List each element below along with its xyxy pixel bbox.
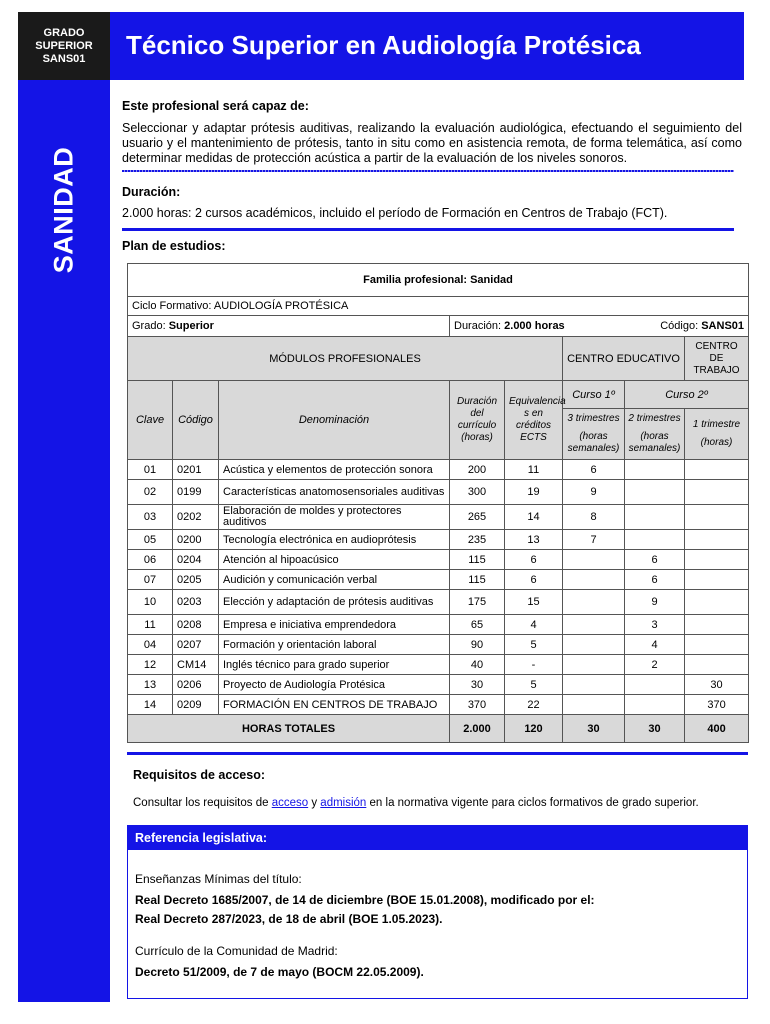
module-curso1	[563, 675, 625, 695]
col-duracion: Duración del currículo (horas)	[450, 381, 505, 460]
module-curso1: 7	[563, 530, 625, 550]
module-centro-trabajo	[685, 655, 749, 675]
module-clave: 10	[128, 590, 173, 615]
module-centro-trabajo	[685, 530, 749, 550]
module-centro-trabajo: 370	[685, 695, 749, 715]
module-duracion: 115	[450, 570, 505, 590]
module-ects: 13	[505, 530, 563, 550]
grado-cell: Grado: Superior	[128, 316, 450, 337]
module-clave: 01	[128, 460, 173, 480]
module-centro-trabajo	[685, 505, 749, 530]
legislation-heading: Referencia legislativa:	[128, 826, 747, 850]
requirements-text: Consultar los requisitos de acceso y admisión en la normativa vigente para ciclos formativos de grado superior.	[133, 797, 699, 809]
curriculo-label: Currículo de la Comunidad de Madrid:	[135, 944, 338, 958]
module-row	[128, 675, 749, 695]
module-clave: 03	[128, 505, 173, 530]
module-row	[128, 550, 749, 570]
module-clave: 12	[128, 655, 173, 675]
totals-curso2: 30	[625, 715, 685, 743]
module-duracion: 235	[450, 530, 505, 550]
module-curso2	[625, 695, 685, 715]
module-ects: -	[505, 655, 563, 675]
module-codigo: 0199	[173, 480, 219, 505]
curso1-header: Curso 1º	[563, 381, 625, 409]
module-curso2	[625, 505, 685, 530]
module-ects: 6	[505, 550, 563, 570]
module-curso1: 6	[563, 460, 625, 480]
ensenanzas-label: Enseñanzas Mínimas del título:	[135, 872, 302, 886]
totals-label: HORAS TOTALES	[128, 715, 450, 743]
totals-centro-trabajo: 400	[685, 715, 749, 743]
module-centro-trabajo	[685, 550, 749, 570]
module-denominacion: Audición y comunicación verbal	[219, 570, 450, 590]
centro-trabajo-header: CENTRO DE TRABAJO	[685, 337, 749, 381]
divider	[122, 170, 734, 172]
module-duracion: 200	[450, 460, 505, 480]
module-clave: 11	[128, 615, 173, 635]
admision-link[interactable]: admisión	[320, 797, 367, 809]
module-curso2: 6	[625, 550, 685, 570]
requirements-heading: Requisitos de acceso:	[133, 768, 265, 782]
module-row	[128, 570, 749, 590]
module-codigo: 0201	[173, 460, 219, 480]
module-duracion: 40	[450, 655, 505, 675]
module-ects: 15	[505, 590, 563, 615]
module-row	[128, 480, 749, 505]
module-centro-trabajo	[685, 590, 749, 615]
module-centro-trabajo	[685, 635, 749, 655]
module-duracion: 90	[450, 635, 505, 655]
module-curso1	[563, 695, 625, 715]
module-codigo: 0200	[173, 530, 219, 550]
col-ects: Equivalencia s en créditos ECTS	[505, 381, 563, 460]
module-clave: 02	[128, 480, 173, 505]
module-codigo: 0202	[173, 505, 219, 530]
module-ects: 19	[505, 480, 563, 505]
module-row	[128, 695, 749, 715]
module-denominacion: Características anatomosensoriales auditivas	[219, 480, 450, 505]
centro-trabajo-trimestre: 1 trimestre (horas)	[685, 409, 749, 460]
totals-row	[128, 715, 749, 743]
duration-heading: Duración:	[122, 185, 181, 199]
module-centro-trabajo	[685, 460, 749, 480]
module-ects: 5	[505, 635, 563, 655]
module-curso1	[563, 570, 625, 590]
module-row	[128, 590, 749, 615]
real-decreto-1: Real Decreto 1685/2007, de 14 de diciembre (BOE 15.01.2008), modificado por el:	[135, 893, 595, 907]
duracion-cell: Duración: 2.000 horas	[450, 316, 625, 337]
module-row	[128, 655, 749, 675]
module-curso1	[563, 590, 625, 615]
module-duracion: 115	[450, 550, 505, 570]
module-row	[128, 615, 749, 635]
acceso-link[interactable]: acceso	[271, 797, 309, 809]
module-duracion: 370	[450, 695, 505, 715]
totals-curso1: 30	[563, 715, 625, 743]
module-curso1	[563, 635, 625, 655]
modulos-header: MÓDULOS PROFESIONALES	[128, 337, 563, 381]
module-codigo: 0209	[173, 695, 219, 715]
module-codigo: 0204	[173, 550, 219, 570]
totals-duracion: 2.000	[450, 715, 505, 743]
duration-text: 2.000 horas: 2 cursos académicos, incluido el período de Formación en Centros de Trabajo (FCT).	[122, 206, 668, 220]
module-row	[128, 505, 749, 530]
module-denominacion: Proyecto de Audiología Protésica	[219, 675, 450, 695]
module-ects: 5	[505, 675, 563, 695]
module-centro-trabajo	[685, 570, 749, 590]
module-denominacion: Formación y orientación laboral	[219, 635, 450, 655]
curso2-trimestres: 2 trimestres (horas semanales)	[625, 409, 685, 460]
module-denominacion: Empresa e iniciativa emprendedora	[219, 615, 450, 635]
module-duracion: 65	[450, 615, 505, 635]
badge-line-2: SUPERIOR	[35, 39, 93, 52]
module-codigo: 0208	[173, 615, 219, 635]
module-ects: 6	[505, 570, 563, 590]
curso2-header: Curso 2º	[625, 381, 749, 409]
module-duracion: 30	[450, 675, 505, 695]
divider	[127, 752, 748, 755]
module-ects: 11	[505, 460, 563, 480]
profile-heading: Este profesional será capaz de:	[122, 99, 309, 113]
module-centro-trabajo	[685, 480, 749, 505]
divider	[122, 228, 734, 231]
module-ects: 22	[505, 695, 563, 715]
module-denominacion: FORMACIÓN EN CENTROS DE TRABAJO	[219, 695, 450, 715]
module-ects: 4	[505, 615, 563, 635]
badge-line-3: SANS01	[42, 52, 86, 65]
module-codigo: 0205	[173, 570, 219, 590]
centro-educativo-header: CENTRO EDUCATIVO	[563, 337, 685, 381]
module-duracion: 300	[450, 480, 505, 505]
curso1-trimestres: 3 trimestres (horas semanales)	[563, 409, 625, 460]
col-denominacion: Denominación	[219, 381, 450, 460]
module-denominacion: Atención al hipoacúsico	[219, 550, 450, 570]
module-clave: 07	[128, 570, 173, 590]
familia-row: Familia profesional: Sanidad	[128, 264, 749, 297]
module-row	[128, 530, 749, 550]
module-denominacion: Elección y adaptación de prótesis auditivas	[219, 590, 450, 615]
page-title: Técnico Superior en Audiología Protésica	[126, 30, 641, 60]
title-bar	[110, 12, 744, 80]
module-denominacion: Elaboración de moldes y protectores auditivos	[219, 505, 450, 530]
module-curso2: 4	[625, 635, 685, 655]
real-decreto-2: Real Decreto 287/2023, de 18 de abril (BOE 1.05.2023).	[135, 912, 443, 926]
module-duracion: 265	[450, 505, 505, 530]
module-clave: 04	[128, 635, 173, 655]
module-clave: 13	[128, 675, 173, 695]
module-curso2	[625, 675, 685, 695]
module-curso2: 3	[625, 615, 685, 635]
module-curso1	[563, 615, 625, 635]
module-codigo: CM14	[173, 655, 219, 675]
module-ects: 14	[505, 505, 563, 530]
col-codigo: Código	[173, 381, 219, 460]
module-codigo: 0207	[173, 635, 219, 655]
side-label	[20, 146, 108, 274]
module-centro-trabajo: 30	[685, 675, 749, 695]
module-curso2	[625, 460, 685, 480]
profile-text: Seleccionar y adaptar prótesis auditivas, realizando la evaluación audiológica, efectuando el seguimiento del usuario y el mantenimiento de prótesis, tanto in situ como en asistencia remota, de forma telemática, así como determinar medidas de protección acústica a partir de la evaluación de los niveles sonoros.	[122, 121, 742, 165]
module-curso1	[563, 550, 625, 570]
study-plan-table	[127, 263, 749, 743]
module-duracion: 175	[450, 590, 505, 615]
module-curso2	[625, 530, 685, 550]
module-curso1: 8	[563, 505, 625, 530]
decreto-madrid: Decreto 51/2009, de 7 de mayo (BOCM 22.05.2009).	[135, 965, 424, 979]
module-curso1	[563, 655, 625, 675]
col-clave: Clave	[128, 381, 173, 460]
grade-badge	[18, 12, 110, 80]
module-curso2: 6	[625, 570, 685, 590]
module-clave: 14	[128, 695, 173, 715]
module-codigo: 0206	[173, 675, 219, 695]
module-denominacion: Tecnología electrónica en audioprótesis	[219, 530, 450, 550]
ciclo-row: Ciclo Formativo: AUDIOLOGÍA PROTÉSICA	[128, 297, 749, 316]
module-curso1: 9	[563, 480, 625, 505]
module-denominacion: Acústica y elementos de protección sonora	[219, 460, 450, 480]
plan-heading: Plan de estudios:	[122, 239, 226, 253]
module-curso2: 2	[625, 655, 685, 675]
module-denominacion: Inglés técnico para grado superior	[219, 655, 450, 675]
badge-line-1: GRADO	[43, 26, 85, 39]
module-row	[128, 460, 749, 480]
module-curso2	[625, 480, 685, 505]
module-centro-trabajo	[685, 615, 749, 635]
module-clave: 05	[128, 530, 173, 550]
side-label-text: SANIDAD	[48, 146, 79, 274]
module-row	[128, 635, 749, 655]
totals-ects: 120	[505, 715, 563, 743]
module-curso2: 9	[625, 590, 685, 615]
codigo-cell: Código: SANS01	[625, 316, 749, 337]
module-clave: 06	[128, 550, 173, 570]
module-codigo: 0203	[173, 590, 219, 615]
